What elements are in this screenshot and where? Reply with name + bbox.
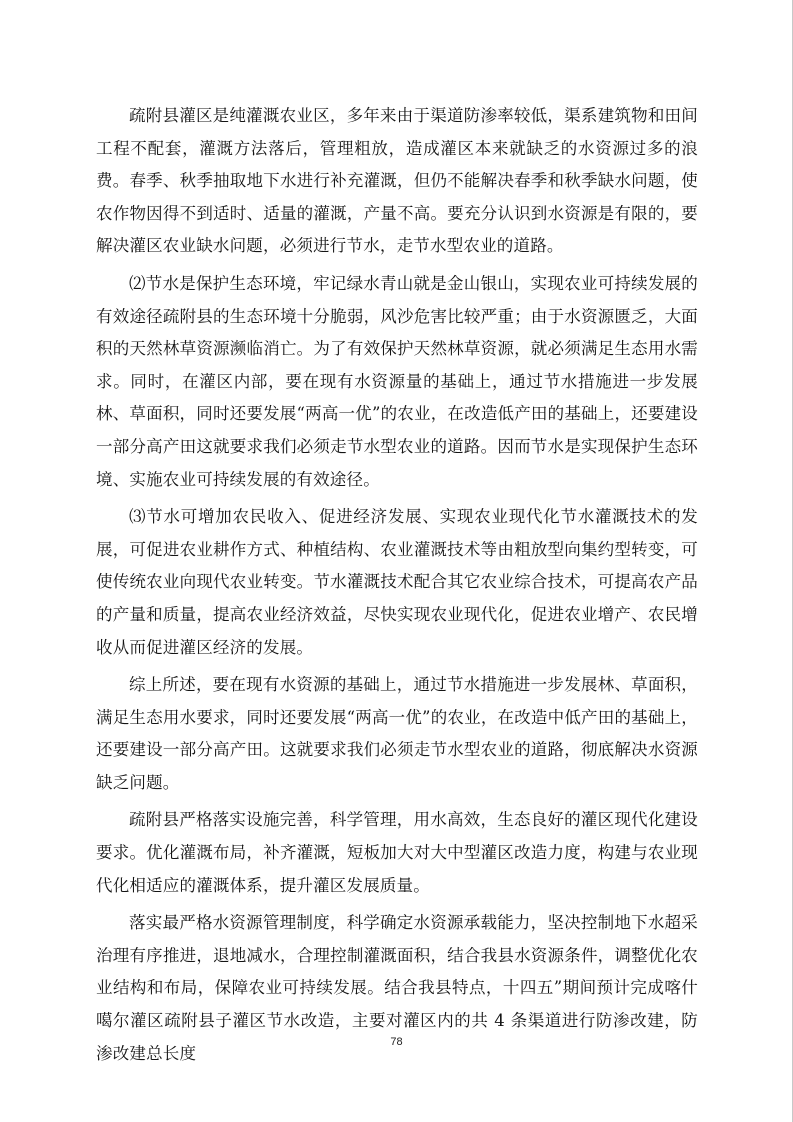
body-text (96, 100, 698, 1075)
paragraph-water-management: 落实最严格水资源管理制度，科学确定水资源承载能力，坚决控制地下水超采治理有序推进，退地减水，合理控制灌溉面积，结合我县水资源条件，调整优化农业结构和布局，保障农业可持续发展。结合我县特点，十四五”期间预计完成喀什噶尔灌区疏附县子灌区节水改造，主要对灌区内的共 4 条渠道进行防渗改建，防渗改建总长度 (96, 913, 698, 1063)
paragraph-farmer-income: ⑶节水可增加农民收入、促进经济发展、实现农业现代化节水灌溉技术的发展，可促进农业耕作方式、种植结构、农业灌溉技术等由粗放型向集约型转变，可使传统农业向现代农业转变。节水灌溉技术配合其它农业综合技术，可提高农产品的产量和质量，提高农业经济效益，尽快实现农业现代化，促进农业增产、农民增收从而促进灌区经济的发展。 (96, 507, 698, 657)
page-number: 78 (390, 1036, 403, 1048)
paragraph-irrigation-background: 疏附县灌区是纯灌溉农业区，多年来由于渠道防渗率较低，渠系建筑物和田间工程不配套，灌溉方法落后，管理粗放，造成灌区本来就缺乏的水资源过多的浪费。春季、秋季抽取地下水进行补充灌溉，但仍不能解决春季和秋季缺水问题，使农作物因得不到适时、适量的灌溉，产量不高。要充分认识到水资源是有限的，要解决灌区农业缺水问题，必须进行节水，走节水型农业的道路。 (96, 106, 698, 256)
paragraph-summary: 综上所述，要在现有水资源的基础上，通过节水措施进一步发展林、草面积，满足生态用水要求，同时还要发展“两高一优”的农业，在改造中低产田的基础上，还要建设一部分高产田。这就要求我们必须走节水型农业的道路，彻底解决水资源缺乏问题。 (96, 675, 698, 792)
paragraph-modernization: 疏附县严格落实设施完善，科学管理，用水高效，生态良好的灌区现代化建设要求。优化灌溉布局，补齐灌溉，短板加大对大中型灌区改造力度，构建与农业现代化相适应的灌溉体系，提升灌区发展质量。 (96, 810, 698, 895)
paragraph-ecology-protection: ⑵节水是保护生态环境，牢记绿水青山就是金山银山，实现农业可持续发展的有效途径疏附县的生态环境十分脆弱，风沙危害比较严重；由于水资源匮乏，大面积的天然林草资源濒临消亡。为了有效保护天然林草资源，就必须满足生态用水需求。同时，在灌区内部，要在现有水资源量的基础上，通过节水措施进一步发展林、草面积，同时还要发展“两高一优”的农业，在改造低产田的基础上，还要建设一部分高产田这就要求我们必须走节水型农业的道路。因而节水是实现保护生态环境、实施农业可持续发展的有效途径。 (96, 273, 698, 489)
